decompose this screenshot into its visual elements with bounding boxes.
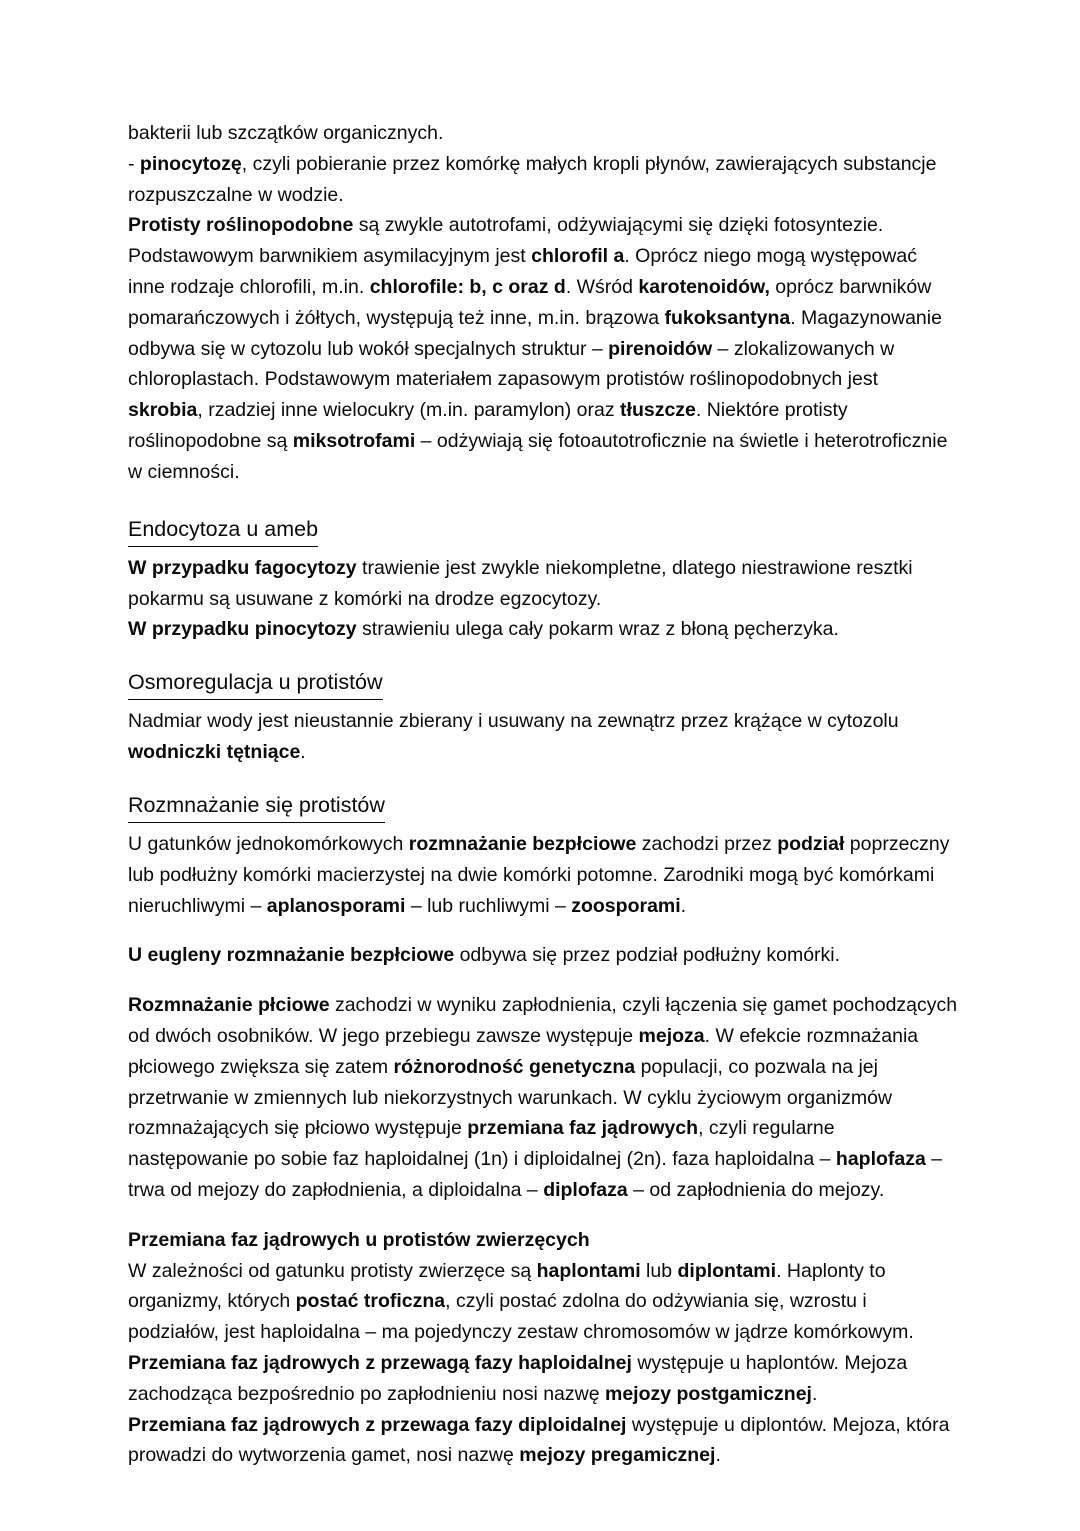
body-text: , czyli pobieranie przez komórkę małych kropli płynów, zawierających substancje rozpuszczalne w wodzie. <box>128 152 937 206</box>
emphasis-text: fukoksantyna <box>664 306 791 329</box>
emphasis-text: różnorodność genetyczna <box>393 1055 636 1078</box>
body-text: . W efekcie rozmnażania płciowego zwiększa się zatem <box>128 1025 919 1078</box>
emphasis-text: rozmnażanie bezpłciowe <box>408 833 637 856</box>
emphasis-text: Protisty roślinopodobne <box>128 214 354 237</box>
emphasis-text: tłuszcze <box>620 399 696 422</box>
body-text: lub <box>640 1259 678 1282</box>
body-text: . <box>811 1382 818 1405</box>
emphasis-text: chlorofile: b, c oraz d <box>369 275 566 298</box>
emphasis-text: Przemiana faz jądrowych z przewaga fazy diploidalnej <box>128 1413 627 1436</box>
body-text: zachodzi przez <box>636 833 778 856</box>
paragraph <box>128 614 958 645</box>
emphasis-text: postać troficzna <box>295 1290 446 1313</box>
emphasis-text: W przypadku fagocytozy <box>128 556 357 579</box>
section-heading-wrapper <box>128 514 958 549</box>
emphasis-text: karotenoidów, <box>638 275 770 298</box>
emphasis-text: mejozy pregamicznej <box>519 1444 716 1467</box>
paragraph <box>128 149 958 211</box>
paragraph <box>128 118 958 149</box>
body-text: populacji, co pozwala na jej przetrwanie w zmiennych lub niekorzystnych warunkach. W cyklu życiowym organizmów rozmnażających się płciowo występuje <box>128 1055 893 1140</box>
body-text: , czyli postać zdolna do odżywiania się, wzrostu i podziałów, jest haploidalna – ma pojedynczy zestaw chromosomów w jądrze komórkowym. <box>128 1290 914 1344</box>
body-text: są zwykle autotrofami, odżywiającymi się dzięki fotosyntezie. Podstawowym barwnikiem asymilacyjnym jest <box>128 214 884 268</box>
emphasis-text: diplofaza <box>543 1179 628 1202</box>
section-heading: Endocytoza u ameb <box>128 514 318 547</box>
body-text: . <box>715 1444 721 1467</box>
paragraph <box>128 1256 958 1348</box>
body-text: , rzadziej inne wielocukry (m.in. paramylon) oraz <box>197 399 621 422</box>
emphasis-text: U eugleny rozmnażanie bezpłciowe <box>128 944 455 967</box>
paragraph <box>128 553 958 615</box>
paragraph <box>128 706 958 768</box>
body-text: bakterii lub szczątków organicznych. <box>128 122 444 144</box>
section-heading-wrapper <box>128 667 958 702</box>
body-text: – trwa od mejozy do zapłodnienia, a diploidalna – <box>128 1148 943 1202</box>
body-text: – odżywiają się fotoautotroficznie na świetle i heterotroficznie w ciemności. <box>128 429 948 483</box>
document-body <box>128 118 958 1471</box>
body-text: U gatunków jednokomórkowych <box>128 833 409 856</box>
body-text: – zlokalizowanych w chloroplastach. Podstawowym materiałem zapasowym protistów roślinopodobnych jest <box>128 337 895 391</box>
body-text: poprzeczny lub podłużny komórki macierzystej na dwie komórki potomne. Zarodniki mogą być komórkami nieruchliwymi – <box>128 833 950 917</box>
emphasis-text: pirenoidów <box>608 337 713 360</box>
section-heading-wrapper <box>128 790 958 825</box>
emphasis-text: przemiana faz jądrowych <box>467 1117 699 1140</box>
emphasis-text: wodniczki tętniące <box>128 741 301 764</box>
emphasis-text: mejozy postgamicznej <box>605 1382 812 1405</box>
section-heading: Rozmnażanie się protistów <box>128 790 385 823</box>
body-text: . Wśród <box>565 275 639 298</box>
emphasis-text: Rozmnażanie płciowe <box>128 994 330 1017</box>
emphasis-text: miksotrofami <box>292 429 416 452</box>
paragraph <box>128 1225 958 1256</box>
paragraph <box>128 210 958 487</box>
paragraph <box>128 1410 958 1472</box>
emphasis-text: Przemiana faz jądrowych u protistów zwierzęcych <box>128 1228 590 1251</box>
emphasis-text: pinocytozę <box>139 152 242 175</box>
paragraph <box>128 990 958 1206</box>
emphasis-text: chlorofil a <box>531 245 625 268</box>
body-text: . Haplonty to organizmy, których <box>128 1259 886 1313</box>
body-text: . Niektóre protisty roślinopodobne są <box>128 399 848 452</box>
body-text: , czyli regularne następowanie po sobie faz haploidalnej (1n) i diploidalnej (2n). faza haploidalna – <box>128 1117 836 1171</box>
emphasis-text: haplofaza <box>835 1148 926 1171</box>
emphasis-text: zoosporami <box>571 894 681 917</box>
paragraph <box>128 1348 958 1410</box>
body-text: W zależności od gatunku protisty zwierzęce są <box>128 1259 537 1282</box>
emphasis-text: W przypadku pinocytozy <box>128 618 357 641</box>
paragraph <box>128 940 958 971</box>
body-text: – od zapłodnienia do mejozy. <box>627 1179 885 1202</box>
emphasis-text: haplontami <box>536 1259 641 1282</box>
body-text: Nadmiar wody jest nieustannie zbierany i usuwany na zewnątrz przez krążące w cytozolu <box>128 710 899 733</box>
body-text: występuje u haplontów. Mejoza zachodząca bezpośrednio po zapłodnieniu nosi nazwę <box>128 1352 908 1405</box>
emphasis-text: diplontami <box>677 1259 777 1282</box>
body-text: . <box>300 741 306 764</box>
section-heading: Osmoregulacja u protistów <box>128 667 383 700</box>
body-text: strawieniu ulega cały pokarm wraz z błoną pęcherzyka. <box>356 618 839 641</box>
body-text: oprócz barwników pomarańczowych i żółtych, występują też inne, m.in. brązowa <box>128 275 932 329</box>
body-text: . Magazynowanie odbywa się w cytozolu lub wokół specjalnych struktur – <box>128 306 942 360</box>
body-text: – lub ruchliwymi – <box>405 894 572 917</box>
body-text: - <box>128 152 140 175</box>
paragraph <box>128 829 958 921</box>
emphasis-text: mejoza <box>638 1025 705 1048</box>
body-text: odbywa się przez podział podłużny komórki. <box>454 944 841 967</box>
emphasis-text: podział <box>777 833 845 856</box>
emphasis-text: Przemiana faz jądrowych z przewagą fazy haploidalnej <box>128 1352 632 1375</box>
body-text: trawienie jest zwykle niekompletne, dlatego niestrawione resztki pokarmu są usuwane z komórki na drodze egzocytozy. <box>128 556 913 610</box>
emphasis-text: skrobia <box>128 399 198 422</box>
emphasis-text: aplanosporami <box>266 894 406 917</box>
body-text: . Oprócz niego mogą występować inne rodzaje chlorofili, m.in. <box>128 245 917 298</box>
body-text: występuje u diplontów. Mejoza, która prowadzi do wytworzenia gamet, nosi nazwę <box>128 1413 950 1467</box>
body-text: . <box>680 894 687 917</box>
body-text: zachodzi w wyniku zapłodnienia, czyli łączenia się gamet pochodzących od dwóch osobników. W jego przebiegu zawsze występuje <box>128 994 958 1048</box>
